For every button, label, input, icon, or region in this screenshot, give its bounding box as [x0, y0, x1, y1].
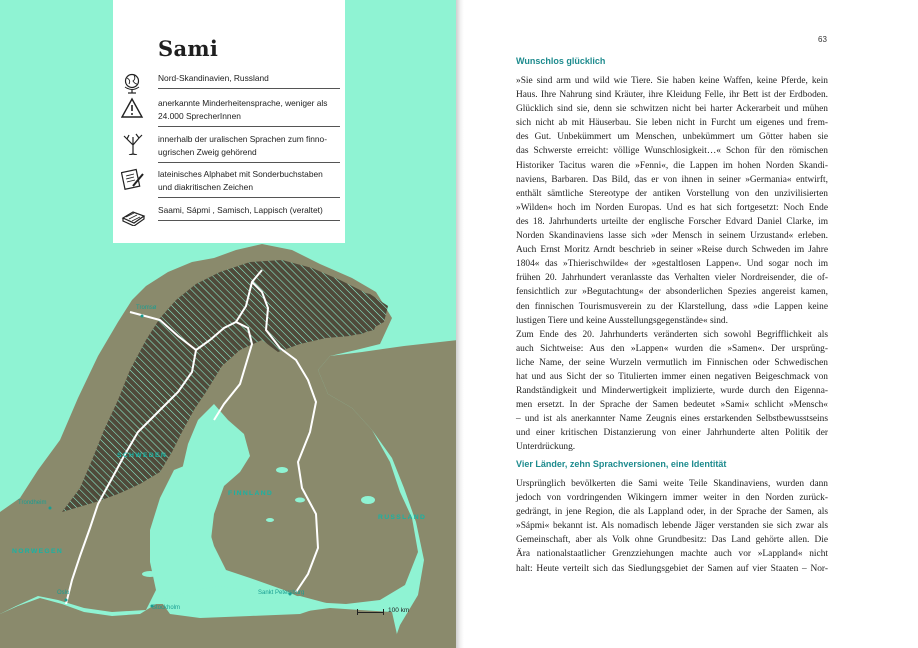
info-text-names: Saami, Sápmi , Samisch, Lappisch (veraltet): [158, 205, 323, 215]
label-finnland: FINNLAND: [228, 490, 274, 497]
info-text-status: anerkannte Minderheitensprache, weniger als 24.000 SprecherInnen: [158, 98, 328, 121]
info-divider: [158, 126, 340, 127]
page-number: 63: [818, 35, 827, 44]
right-page-text: [464, 0, 918, 648]
lake-5: [361, 496, 375, 504]
globe-icon: [121, 72, 147, 94]
left-page-map: [0, 0, 458, 648]
language-title: Sami: [158, 36, 219, 61]
label-sankt-petersburg: Sankt Petersburg: [258, 590, 305, 596]
scale-label: 100 km: [388, 607, 410, 614]
lake-1: [276, 467, 288, 473]
label-oslo: Oslo: [57, 590, 70, 596]
label-trondheim: Trondheim: [18, 500, 47, 506]
lake-2: [295, 498, 305, 503]
paragraph-1: »Sie sind arm und wild wie Tiere. Sie haben keine Waffen, keine Pferde, kein Haus. Ihre Nahrung sind Kräuter, ihre Kleidung Felle, ihr Bett ist der Erdboden. Glücklich sind sie, denn sie schwitzen nicht bei harter Ackerarbeit und mühen sich nicht ab mit Häuserbau. Sie leben nicht in Furcht um eigenes und frem- des Gut. Unbekümmert um Menschen, unbekümmert um Götter haben sie das Schwerste erreicht: völlige Wunschlosigkeit…« Schon für den römischen Historiker Tacitus waren die »Fenni«, die Lappen im hohen Norden Skandi- naviens, Barbaren. Das Bild, das er von ihnen in seiner »Germania« entwirft, enthält sämtliche Stereotype der antiken Vorstellung von den unzivilisierten »Wilden« hoch im Norden Europas. Und es hat sich fortgesetzt: Noch Ende des 18. Jahrhunderts urteilte der englische Forscher Edvard Daniel Clarke, im Norden Skandinaviens lasse sich »der Mensch in seinem Urzustand« erleben. Auch Ernst Moritz Arndt beschrieb in seiner »Reise durch Schweden im Jahre 1804« das »Thierischwilde« der »gestaltlosen Lappen«. Und sogar noch im frühen 20. Jahrhundert veranlasste das Verhalten vieler Nordreisender, die of- fensichtlich zur »Begutachtung« der absonderlichen Spezies angereist kamen, den finnischen Tourismusverein zu der Klarstellung, dass »die Lappen keine lustigen Tiere und keine Ausstellungsgegenstände« sind.: [516, 76, 828, 326]
section-heading-1: Wunschlos glücklich: [516, 56, 606, 66]
info-divider: [158, 162, 340, 163]
label-schweden: SCHWEDEN: [117, 452, 168, 459]
section-1-body: [516, 74, 828, 455]
warning-triangle-icon: [121, 97, 147, 119]
section-heading-2: Vier Länder, zehn Sprachversionen, eine Identität: [516, 459, 727, 469]
city-dot-trondheim: [49, 507, 52, 510]
book-icon: [121, 204, 147, 226]
lake-3: [266, 518, 274, 522]
label-norwegen: NORWEGEN: [12, 548, 64, 555]
city-dot-tromso: [141, 315, 144, 318]
info-text-family: innerhalb der uralischen Sprachen zum finno- ugrischen Zweig gehörend: [158, 134, 327, 157]
info-divider: [158, 88, 340, 89]
section-2-body: [516, 477, 828, 576]
lake-4: [142, 571, 158, 577]
info-text-script: lateinisches Alphabet mit Sonderbuchstaben und diakritischen Zeichen: [158, 169, 323, 192]
label-stockholm: Stockholm: [152, 605, 181, 611]
city-dot-oslo: [65, 599, 68, 602]
paragraph-3: Ursprünglich bevölkerten die Sami weite Teile Skandinaviens, wurden dann jedoch von vordringenden Wikingern immer weiter in den Norden zurück- gedrängt, in jene Region, die als Lappland oder, in der Sprache der Samen, als »Sápmi« bekannt ist. Als nomadisch lebende Jäger verstanden sie sich zwar als Gemeinschaft, aber als Volk ohne Grundbesitz: Das Land gehörte allen. Die Ära nationalstaatlicher Grenzziehungen machte auch vor »Lappland« nicht halt: Heute verteilt sich das Siedlungsgebiet der Samen auf vier Staaten – Nor-: [516, 479, 828, 574]
book-gutter: [456, 0, 464, 648]
label-tromso: Tromsø: [136, 305, 157, 311]
tree-icon: [121, 133, 147, 155]
label-russland: RUSSLAND: [378, 514, 427, 521]
info-divider: [158, 220, 340, 221]
info-divider: [158, 197, 340, 198]
paragraph-2: Zum Ende des 20. Jahrhunderts veränderten sich sowohl Begrifflichkeit als auch Sichtweise: Aus den »Lappen« wurden die »Samen«. Der ursprüng- liche Name, der seine Wurzeln vermutlich im Finnischen oder Schwedischen hat und aus Sicht der so Titulierten immer einen negativen Beigeschmack von Randständigkeit und Minderwertigkeit implizierte, wurde durch den Eigenna- men ersetzt. In der Sprache der Samen bedeutet »Sami« schlicht »Mensch« – und ist als anerkannter Name Zeugnis eines erstarkenden Selbstbewusstseins und einer kritischen Distanzierung von einer Jahrhunderte alten Politik der Unterdrückung.: [516, 329, 828, 453]
info-text-region: Nord-Skandinavien, Russland: [158, 73, 269, 83]
notepad-pencil-icon: [121, 168, 147, 190]
language-info-card: [113, 0, 345, 243]
